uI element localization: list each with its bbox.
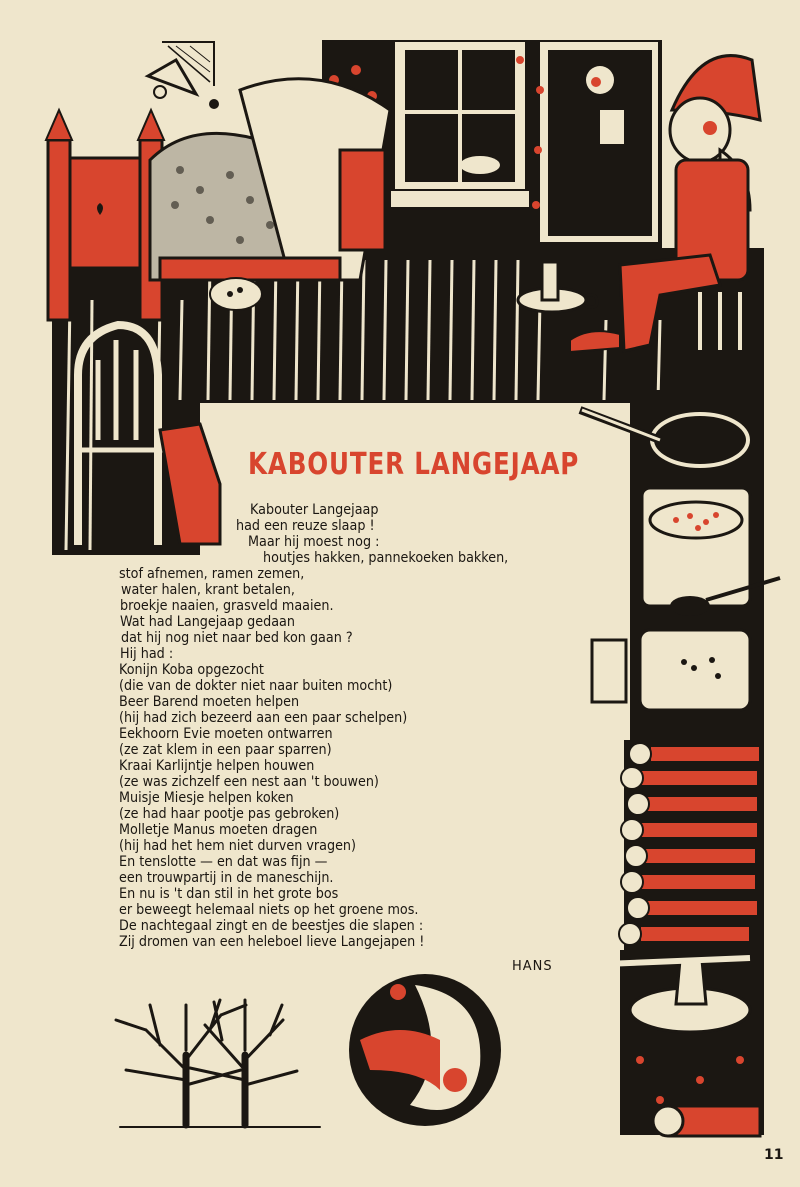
poem-line: Konijn Koba opgezocht <box>119 662 264 678</box>
poem-line: water halen, krant betalen, <box>121 582 295 598</box>
page-number: 11 <box>764 1147 784 1163</box>
poem-line: (hij had het hem niet durven vragen) <box>119 838 357 854</box>
poem-line: houtjes hakken, pannekoeken bakken, <box>263 550 509 566</box>
poem-line: (hij had zich bezeerd aan een paar schelpen) <box>119 710 408 726</box>
artist-signature: Joop Rietveld <box>37 337 51 410</box>
poem-line: Zij dromen van een heleboel lieve Langejapen ! <box>119 934 425 950</box>
poem-line: Eekhoorn Evie moeten ontwarren <box>119 726 333 742</box>
poem-line: een trouwpartij in de maneschijn. <box>119 870 334 886</box>
poem-line: Hij had : <box>120 646 174 662</box>
poem-line: (die van de dokter niet naar buiten mocht) <box>119 678 393 694</box>
poem-line: En tenslotte — en dat was fijn — <box>119 854 328 870</box>
poem-line: had een reuze slaap ! <box>236 518 375 534</box>
poem-line: De nachtegaal zingt en de beestjes die slapen : <box>119 918 424 934</box>
poem-line: dat hij nog niet naar bed kon gaan ? <box>121 630 353 646</box>
poem-line: Kabouter Langejaap <box>250 502 379 518</box>
poem-line: Beer Barend moeten helpen <box>119 694 300 710</box>
poem-line: Muisje Miesje helpen koken <box>119 790 294 806</box>
poem-line: stof afnemen, ramen zemen, <box>119 566 305 582</box>
poem-line: (ze was zichzelf een nest aan 't bouwen) <box>119 774 379 790</box>
poem-line: (ze had haar pootje pas gebroken) <box>119 806 340 822</box>
poem-line: broekje naaien, grasveld maaien. <box>120 598 334 614</box>
poem-line: Kraai Karlijntje helpen houwen <box>119 758 315 774</box>
poem-line: (ze zat klem in een paar sparren) <box>119 742 332 758</box>
poem-line: Maar hij moest nog : <box>248 534 380 550</box>
poem-title: KABOUTER LANGEJAAP <box>248 447 580 482</box>
author-name: HANS <box>512 959 553 974</box>
poem-line: Wat had Langejaap gedaan <box>120 614 295 630</box>
poem-line: Molletje Manus moeten dragen <box>119 822 318 838</box>
poem-line: En nu is 't dan stil in het grote bos <box>119 886 339 902</box>
poem-line: er beweegt helemaal niets op het groene mos. <box>119 902 419 918</box>
